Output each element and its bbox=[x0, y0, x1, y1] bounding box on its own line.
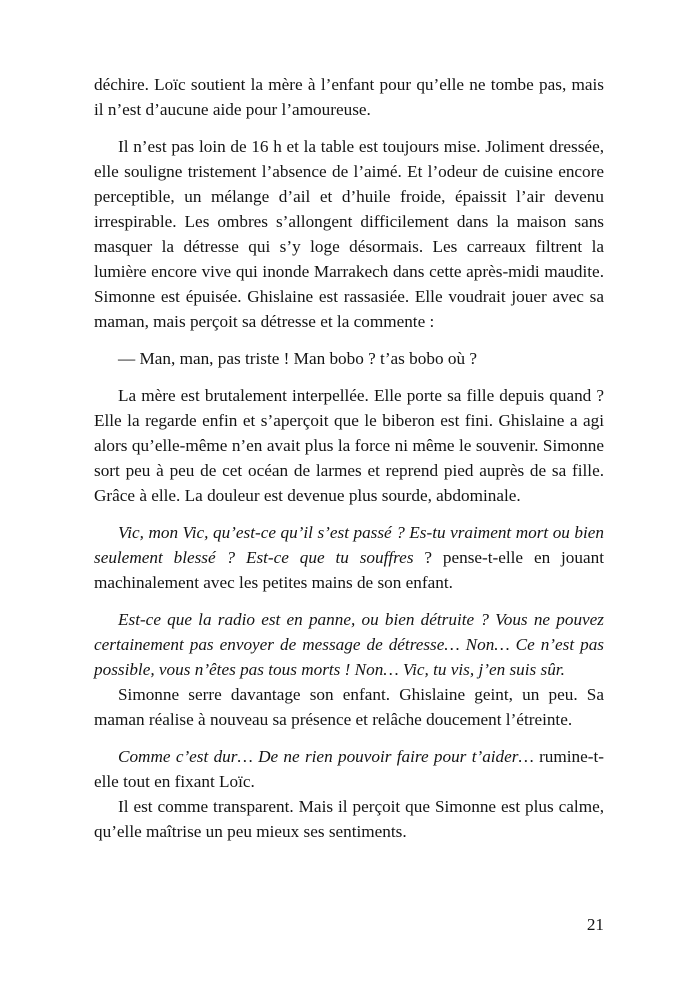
text-run-italic: Est-ce que la radio est en panne, ou bien détruite ? Vous ne pouvez certainement pas envoyer de message de détresse… Non… Ce n’est pas possible, vous n’êtes pas tous morts ! Non… Vic, tu vis, j’en suis sûr. bbox=[94, 610, 604, 679]
text-run: Il est comme transparent. Mais il perçoit que Simonne est plus calme, qu’elle maîtrise un peu mieux ses sentiments. bbox=[94, 797, 604, 841]
page-body bbox=[94, 72, 604, 844]
paragraph-2 bbox=[94, 134, 604, 334]
paragraph-9 bbox=[94, 794, 604, 844]
text-run: — Man, man, pas triste ! Man bobo ? t’as bobo où ? bbox=[118, 349, 477, 368]
text-run: déchire. Loïc soutient la mère à l’enfant pour qu’elle ne tombe pas, mais il n’est d’aucune aide pour l’amoureuse. bbox=[94, 75, 604, 119]
paragraph-1 bbox=[94, 72, 604, 122]
text-run: ? pense-t-elle en jouant machinalement avec les petites mains de son enfant. bbox=[94, 548, 604, 592]
paragraph-3-dialogue bbox=[94, 346, 604, 371]
paragraph-7 bbox=[94, 682, 604, 732]
text-run: Il n’est pas loin de 16 h et la table est toujours mise. Joliment dressée, elle souligne tristement l’absence de l’aimé. Et l’odeur de cuisine encore perceptible, un mélange d’ail et d’huile froide, épaissit l’air devenu irrespirable. Les ombres s’allongent difficilement dans la maison sans masquer la détresse qui s’y loge désormais. Les carreaux filtrent la lumière encore vive qui inonde Marrakech dans cette après-midi maudite. Simonne est épuisée. Ghislaine est rassasiée. Elle voudrait jouer avec sa maman, mais perçoit sa détresse et la commente : bbox=[94, 137, 604, 331]
paragraph-5 bbox=[94, 520, 604, 595]
text-run-italic: Comme c’est dur… De ne rien pouvoir faire pour t’aider… bbox=[118, 747, 534, 766]
paragraph-4 bbox=[94, 383, 604, 508]
text-run-italic: Vic, mon Vic, qu’est-ce qu’il s’est passé ? Es-tu vraiment mort ou bien seulement blessé ? Est-ce que tu souffres bbox=[94, 523, 604, 567]
page-number: 21 bbox=[586, 915, 604, 934]
text-run: La mère est brutalement interpellée. Elle porte sa fille depuis quand ? Elle la regarde enfin et s’aperçoit que le biberon est fini. Ghislaine a agi alors qu’elle-même n’en avait plus la force ni même le souvenir. Simonne sort peu à peu de cet océan de larmes et reprend pied auprès de sa fille. Grâce à elle. La douleur est devenue plus sourde, abdominale. bbox=[94, 386, 604, 505]
text-run: Simonne serre davantage son enfant. Ghislaine geint, un peu. Sa maman réalise à nouveau sa présence et relâche doucement l’étreinte. bbox=[94, 685, 604, 729]
paragraph-8 bbox=[94, 744, 604, 794]
text-run: rumine-t-elle tout en fixant Loïc. bbox=[94, 747, 604, 791]
paragraph-6-italic bbox=[94, 607, 604, 682]
